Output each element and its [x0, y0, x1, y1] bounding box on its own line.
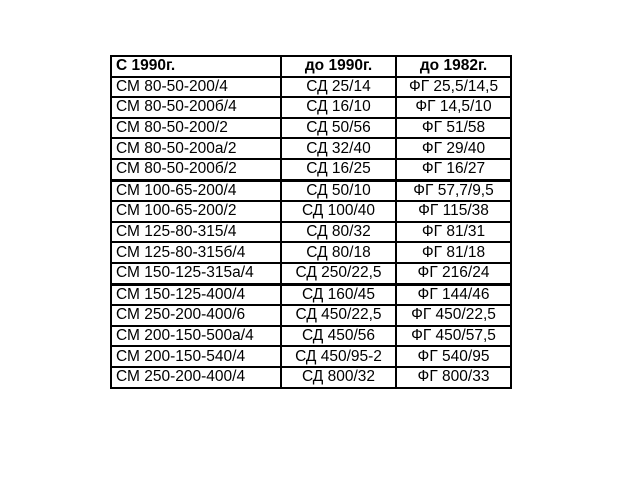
cell-model-before-1990: СД 50/56 — [281, 118, 396, 139]
cell-model-before-1982: ФГ 450/57,5 — [396, 326, 511, 347]
cell-model-before-1982: ФГ 81/31 — [396, 222, 511, 243]
header-before-1990: до 1990г. — [281, 56, 396, 77]
cell-model-before-1990: СД 16/25 — [281, 159, 396, 180]
cell-model-since-1990: СМ 80-50-200б/4 — [111, 97, 281, 118]
cell-model-before-1982: ФГ 14,5/10 — [396, 97, 511, 118]
table-row — [111, 97, 511, 118]
pump-equivalence-table — [110, 55, 512, 389]
table-row — [111, 159, 511, 180]
table-row — [111, 118, 511, 139]
table-row — [111, 367, 511, 388]
table-row — [111, 263, 511, 284]
cell-model-since-1990: СМ 80-50-200/4 — [111, 77, 281, 98]
cell-model-since-1990: СМ 150-125-315а/4 — [111, 263, 281, 284]
table-row — [111, 201, 511, 222]
cell-model-before-1982: ФГ 450/22,5 — [396, 305, 511, 326]
cell-model-before-1982: ФГ 216/24 — [396, 263, 511, 284]
cell-model-before-1990: СД 80/18 — [281, 242, 396, 263]
cell-model-before-1990: СД 450/56 — [281, 326, 396, 347]
cell-model-since-1990: СМ 150-125-400/4 — [111, 284, 281, 305]
cell-model-before-1990: СД 100/40 — [281, 201, 396, 222]
cell-model-since-1990: СМ 125-80-315б/4 — [111, 242, 281, 263]
cell-model-before-1982: ФГ 540/95 — [396, 346, 511, 367]
cell-model-before-1982: ФГ 81/18 — [396, 242, 511, 263]
cell-model-before-1990: СД 25/14 — [281, 77, 396, 98]
cell-model-since-1990: СМ 200-150-540/4 — [111, 346, 281, 367]
cell-model-before-1982: ФГ 800/33 — [396, 367, 511, 388]
cell-model-since-1990: СМ 100-65-200/2 — [111, 201, 281, 222]
cell-model-before-1990: СД 250/22,5 — [281, 263, 396, 284]
cell-model-before-1982: ФГ 144/46 — [396, 284, 511, 305]
table-row — [111, 77, 511, 98]
header-before-1982: до 1982г. — [396, 56, 511, 77]
cell-model-since-1990: СМ 250-200-400/6 — [111, 305, 281, 326]
table-row — [111, 305, 511, 326]
table-row — [111, 180, 511, 201]
cell-model-since-1990: СМ 80-50-200/2 — [111, 118, 281, 139]
cell-model-since-1990: СМ 80-50-200а/2 — [111, 138, 281, 159]
cell-model-before-1990: СД 32/40 — [281, 138, 396, 159]
cell-model-before-1990: СД 80/32 — [281, 222, 396, 243]
table-row — [111, 242, 511, 263]
cell-model-before-1982: ФГ 16/27 — [396, 159, 511, 180]
cell-model-before-1990: СД 160/45 — [281, 284, 396, 305]
cell-model-before-1990: СД 50/10 — [281, 180, 396, 201]
cell-model-before-1982: ФГ 57,7/9,5 — [396, 180, 511, 201]
cell-model-since-1990: СМ 200-150-500а/4 — [111, 326, 281, 347]
table-row — [111, 326, 511, 347]
table-row — [111, 138, 511, 159]
cell-model-before-1982: ФГ 51/58 — [396, 118, 511, 139]
header-since-1990: С 1990г. — [111, 56, 281, 77]
table-header-row — [111, 56, 511, 77]
cell-model-since-1990: СМ 125-80-315/4 — [111, 222, 281, 243]
cell-model-since-1990: СМ 80-50-200б/2 — [111, 159, 281, 180]
cell-model-before-1982: ФГ 115/38 — [396, 201, 511, 222]
cell-model-since-1990: СМ 100-65-200/4 — [111, 180, 281, 201]
cell-model-before-1990: СД 450/22,5 — [281, 305, 396, 326]
cell-model-before-1990: СД 16/10 — [281, 97, 396, 118]
cell-model-before-1982: ФГ 29/40 — [396, 138, 511, 159]
cell-model-before-1990: СД 800/32 — [281, 367, 396, 388]
table-row — [111, 222, 511, 243]
table-row — [111, 284, 511, 305]
cell-model-since-1990: СМ 250-200-400/4 — [111, 367, 281, 388]
cell-model-before-1990: СД 450/95-2 — [281, 346, 396, 367]
table-row — [111, 346, 511, 367]
cell-model-before-1982: ФГ 25,5/14,5 — [396, 77, 511, 98]
